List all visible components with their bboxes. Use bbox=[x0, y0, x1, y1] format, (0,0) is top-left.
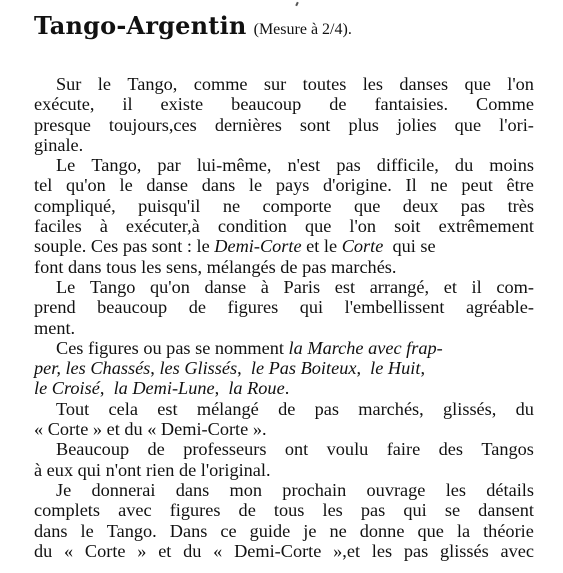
word: ne bbox=[430, 175, 448, 196]
heading bbox=[34, 11, 352, 40]
text-segment: , bbox=[356, 358, 371, 379]
word: tous bbox=[273, 500, 305, 521]
word: l'embellissent bbox=[344, 297, 445, 318]
paragraph bbox=[34, 480, 534, 561]
italic-term: le Huit bbox=[370, 358, 421, 379]
text-segment: , bbox=[99, 378, 114, 399]
word: moins bbox=[489, 155, 534, 176]
word: compliqué, bbox=[34, 195, 116, 216]
word: de bbox=[238, 500, 256, 521]
text-line bbox=[34, 155, 534, 175]
italic-term: Demi-Corte bbox=[214, 236, 302, 257]
word: arrangé, bbox=[369, 276, 430, 297]
word: sur bbox=[263, 74, 287, 94]
word: difficile, bbox=[376, 155, 439, 176]
word: il bbox=[471, 276, 482, 297]
word: beaucoup bbox=[231, 94, 302, 115]
word: faire bbox=[386, 439, 421, 460]
text-line bbox=[34, 94, 534, 114]
paragraph bbox=[34, 277, 534, 338]
line-text: à eux qui n'ont rien de l'original. bbox=[34, 459, 271, 480]
word: et bbox=[158, 540, 172, 561]
word: Corte bbox=[84, 540, 126, 561]
paragraph bbox=[34, 74, 534, 155]
word: lui-même, bbox=[196, 155, 272, 176]
word: pas bbox=[460, 195, 486, 216]
word: complets bbox=[34, 500, 101, 521]
paragraph bbox=[34, 155, 534, 277]
word: Le bbox=[56, 276, 76, 297]
word: l'on bbox=[349, 216, 377, 237]
word: dans bbox=[201, 175, 236, 196]
text-line bbox=[34, 439, 534, 459]
text-line bbox=[34, 196, 534, 216]
text-line bbox=[34, 74, 534, 94]
text-segment: et le bbox=[301, 236, 342, 257]
text-line bbox=[34, 175, 534, 195]
word: Tango, bbox=[127, 74, 178, 94]
word: est bbox=[334, 276, 356, 297]
text-line bbox=[34, 480, 534, 500]
page-subtitle: (Mesure à 2/4). bbox=[253, 21, 352, 38]
word: à bbox=[260, 276, 269, 297]
text-line bbox=[34, 460, 534, 480]
word: voulu bbox=[326, 439, 369, 460]
word: à bbox=[99, 216, 108, 237]
word: est bbox=[157, 398, 178, 419]
word: il bbox=[122, 94, 133, 115]
text-segment: , bbox=[420, 358, 426, 379]
word: dans bbox=[34, 520, 68, 541]
word: mon bbox=[229, 479, 263, 500]
word: la bbox=[456, 520, 471, 541]
word: du bbox=[454, 155, 474, 176]
word: détails bbox=[486, 479, 534, 500]
word: d'origine. bbox=[323, 175, 392, 196]
word: glissés bbox=[439, 540, 489, 561]
word: Demi-Corte bbox=[234, 540, 322, 561]
word: marchés, bbox=[358, 398, 424, 419]
word: Le bbox=[56, 155, 76, 176]
word: Comme bbox=[476, 94, 534, 115]
word: danse bbox=[146, 175, 189, 196]
word: l'ori- bbox=[499, 114, 534, 135]
body-text bbox=[34, 74, 534, 561]
word: dansent bbox=[478, 500, 534, 521]
word: dernières bbox=[214, 114, 282, 135]
word: professeurs bbox=[183, 439, 267, 460]
text-line bbox=[34, 115, 534, 135]
text-line bbox=[34, 399, 534, 419]
word: beaucoup bbox=[97, 297, 168, 318]
word: pas bbox=[403, 540, 429, 561]
word: que bbox=[454, 114, 482, 135]
word: toujours,ces bbox=[108, 114, 197, 135]
word: n'est bbox=[287, 155, 321, 176]
line-text: ginale. bbox=[34, 134, 84, 155]
word: comporte bbox=[262, 195, 332, 216]
word: théorie bbox=[483, 520, 534, 541]
italic-term: la Marche avec frap- bbox=[288, 337, 443, 358]
word: fantaisies. bbox=[374, 94, 449, 115]
word: presque bbox=[34, 114, 91, 135]
word: sont bbox=[299, 114, 331, 135]
italic-term: le Pas Boiteux bbox=[250, 358, 357, 379]
text-segment: , bbox=[237, 358, 251, 379]
word: du bbox=[183, 540, 202, 561]
word: toutes bbox=[302, 74, 347, 94]
page-title: Tango-Argentin bbox=[34, 11, 247, 40]
word: ont bbox=[284, 439, 309, 460]
text-line bbox=[34, 521, 534, 541]
word: dans bbox=[175, 479, 210, 500]
word: prend bbox=[34, 297, 76, 318]
word: par bbox=[157, 155, 181, 176]
word: de bbox=[329, 94, 347, 115]
text-segment: , bbox=[214, 378, 229, 399]
italic-term: per, les Chassés bbox=[34, 358, 151, 379]
word: puisqu'il bbox=[138, 195, 201, 216]
word: le bbox=[97, 74, 111, 94]
word: qui bbox=[403, 500, 427, 521]
word: Il bbox=[405, 175, 417, 196]
word: du bbox=[515, 398, 534, 419]
word: exécuter,à bbox=[125, 216, 200, 237]
word: ce bbox=[220, 520, 237, 541]
word: pas bbox=[314, 398, 339, 419]
line-text: « Corte » et du « Demi-Corte ». bbox=[34, 419, 267, 440]
word: » bbox=[137, 540, 147, 561]
word: être bbox=[506, 175, 534, 196]
word: danse bbox=[204, 276, 247, 297]
word: plus bbox=[348, 114, 379, 135]
word: Sur bbox=[56, 74, 82, 94]
word: Paris bbox=[283, 276, 321, 297]
word: glissés, bbox=[443, 398, 497, 419]
text-segment: qui se bbox=[383, 236, 436, 257]
text-line bbox=[34, 257, 534, 277]
word: de bbox=[278, 398, 296, 419]
word: donne bbox=[359, 520, 405, 541]
text-line bbox=[34, 358, 534, 378]
paragraph bbox=[34, 399, 534, 440]
word: les bbox=[445, 479, 466, 500]
italic-term: la Roue bbox=[228, 378, 285, 399]
text-segment: , bbox=[150, 358, 160, 379]
word: pays bbox=[275, 175, 310, 196]
text-line bbox=[34, 378, 534, 398]
text-line bbox=[34, 135, 534, 155]
word: qu'on bbox=[150, 276, 190, 297]
paragraph bbox=[34, 439, 534, 480]
word: soit bbox=[394, 216, 421, 237]
word: donnerai bbox=[91, 479, 156, 500]
word: le bbox=[248, 175, 263, 196]
text-line bbox=[34, 500, 534, 520]
word: faciles bbox=[34, 216, 82, 237]
word: les bbox=[371, 540, 393, 561]
word: l'on bbox=[507, 74, 534, 94]
word: les bbox=[322, 500, 343, 521]
word: avec bbox=[118, 500, 152, 521]
word: Je bbox=[56, 479, 72, 500]
text-line bbox=[34, 318, 534, 338]
word: Beaucoup bbox=[56, 439, 130, 460]
word: com- bbox=[496, 276, 534, 297]
text-line bbox=[34, 297, 534, 317]
word: que bbox=[464, 74, 491, 94]
word: Tango. bbox=[106, 520, 157, 541]
word: Tout bbox=[56, 398, 90, 419]
word: agréable- bbox=[465, 297, 534, 318]
word: peut bbox=[461, 175, 493, 196]
word: « bbox=[213, 540, 223, 561]
word: de bbox=[147, 439, 165, 460]
word: les bbox=[362, 74, 383, 94]
word: pas bbox=[360, 500, 386, 521]
word: le bbox=[119, 175, 133, 196]
word: et bbox=[443, 276, 457, 297]
word: exécute, bbox=[34, 94, 95, 115]
text-line bbox=[34, 419, 534, 439]
word: du bbox=[34, 540, 53, 561]
word: Tango bbox=[89, 276, 136, 297]
word: je bbox=[303, 520, 317, 541]
word: de bbox=[188, 297, 206, 318]
word: le bbox=[80, 520, 94, 541]
word: guide bbox=[249, 520, 291, 541]
text-segment: Ces figures ou pas se nomment bbox=[56, 337, 289, 358]
word: qu'on bbox=[65, 175, 106, 196]
text-line bbox=[34, 236, 534, 256]
word: avec bbox=[500, 540, 534, 561]
italic-term: la Demi-Lune bbox=[113, 378, 215, 399]
word: ouvrage bbox=[366, 479, 426, 500]
word: que bbox=[353, 195, 381, 216]
word: Tango, bbox=[91, 155, 142, 176]
word: des bbox=[438, 439, 463, 460]
word: ne bbox=[222, 195, 241, 216]
word: ne bbox=[329, 520, 347, 541]
text-line bbox=[34, 338, 534, 358]
word: jolies bbox=[396, 114, 437, 135]
paragraph bbox=[34, 338, 534, 399]
line-text: ment. bbox=[34, 317, 76, 338]
italic-term: Corte bbox=[341, 236, 384, 257]
word: se bbox=[444, 500, 461, 521]
word: comme bbox=[193, 74, 248, 94]
word: danses bbox=[399, 74, 449, 94]
word: que bbox=[304, 216, 332, 237]
word: cela bbox=[108, 398, 138, 419]
word: qui bbox=[299, 297, 324, 318]
print-speck bbox=[295, 2, 299, 6]
word: « bbox=[64, 540, 74, 561]
text-line bbox=[34, 277, 534, 297]
word: prochain bbox=[282, 479, 347, 500]
word: Tangos bbox=[481, 439, 534, 460]
text-segment: souple. Ces pas sont : le bbox=[34, 236, 215, 257]
word: deux bbox=[402, 195, 439, 216]
line-text: font dans tous les sens, mélangés de pas marchés. bbox=[34, 256, 397, 277]
word: Dans bbox=[169, 520, 208, 541]
word: extrêmement bbox=[438, 216, 534, 237]
word: figures bbox=[227, 297, 279, 318]
italic-term: le Croisé bbox=[34, 378, 100, 399]
word: »,et bbox=[333, 540, 361, 561]
word: figures bbox=[169, 500, 221, 521]
word: tel bbox=[34, 175, 53, 196]
word: mélangé bbox=[196, 398, 259, 419]
italic-term: les Glissés bbox=[159, 358, 238, 379]
word: existe bbox=[160, 94, 204, 115]
text-segment: . bbox=[284, 378, 290, 399]
word: condition bbox=[217, 216, 287, 237]
text-line bbox=[34, 541, 534, 561]
word: que bbox=[417, 520, 444, 541]
word: très bbox=[507, 195, 534, 216]
word: pas bbox=[336, 155, 361, 176]
text-line bbox=[34, 216, 534, 236]
